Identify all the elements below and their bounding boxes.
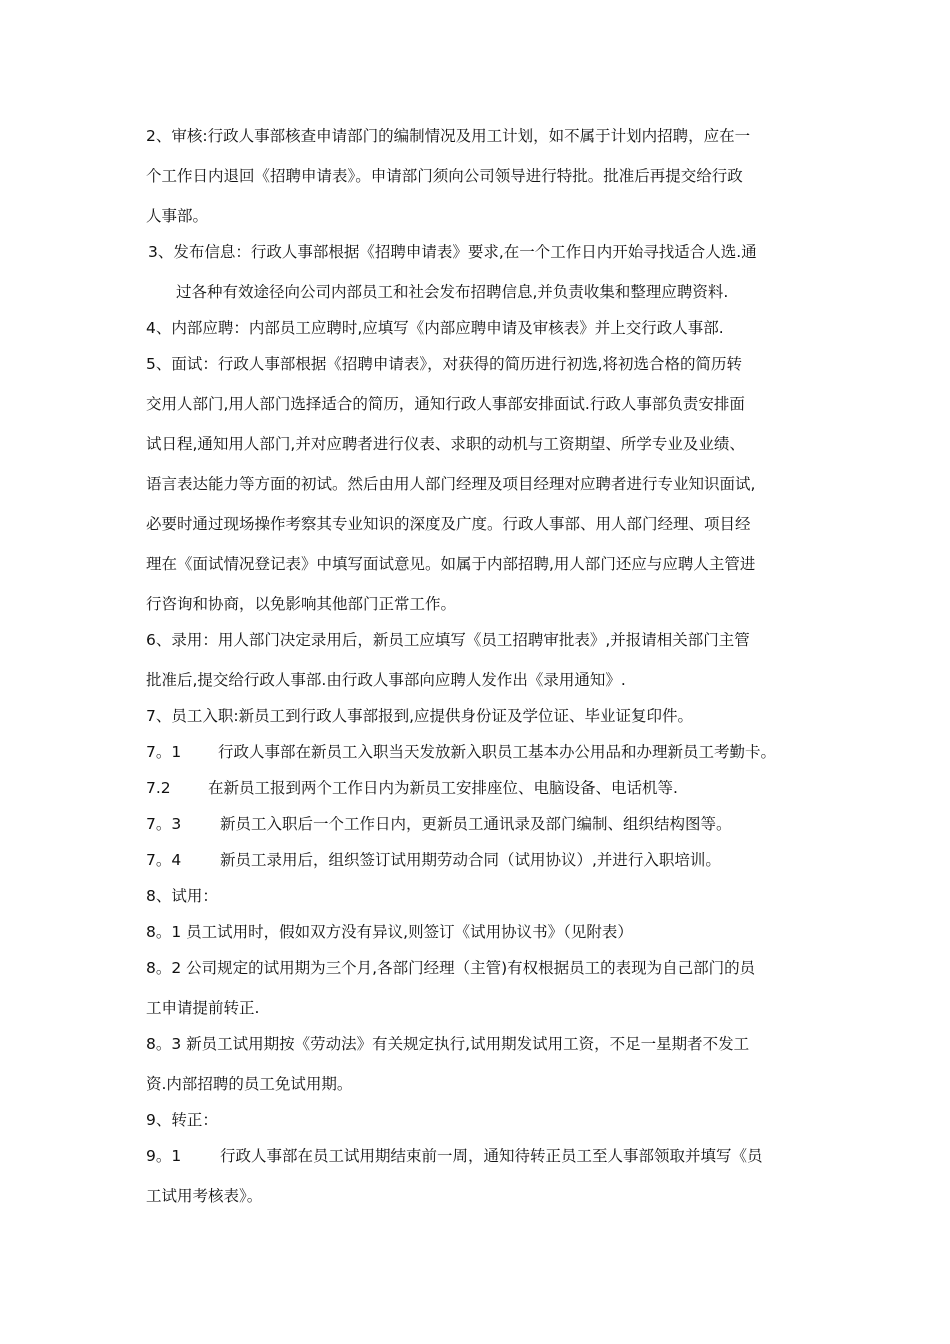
paragraph-line: 3、发布信息：行政人事部根据《招聘申请表》要求,在一个工作日内开始寻找适合人选.通	[148, 243, 757, 261]
item-text: 在新员工报到两个工作日内为新员工安排座位、电脑设备、电话机等.	[208, 779, 678, 797]
paragraph-line: 工试用考核表》。	[146, 1187, 263, 1205]
paragraph-line: 过各种有效途径向公司内部员工和社会发布招聘信息,并负责收集和整理应聘资料.	[176, 283, 729, 301]
item-text: 新员工录用后，组织签订试用期劳动合同（试用协议）,并进行入职培训。	[220, 851, 721, 869]
paragraph-line: 5、面试：行政人事部根据《招聘申请表》，对获得的简历进行初选,将初选合格的简历转	[146, 355, 743, 373]
numbered-item	[146, 814, 732, 834]
paragraph-line: 7、员工入职:新员工到行政人事部报到,应提供身份证及学位证、毕业证复印件。	[146, 707, 694, 725]
paragraph-line: 个工作日内退回《招聘申请表》。申请部门须向公司领导进行特批。批准后再提交给行政	[146, 167, 743, 185]
paragraph-line: 4、内部应聘：内部员工应聘时,应填写《内部应聘申请及审核表》并上交行政人事部.	[146, 319, 724, 337]
item-number: 9。1	[146, 1147, 182, 1165]
item-number: 7。1	[146, 743, 182, 761]
paragraph-line: 必要时通过现场操作考察其专业知识的深度及广度。行政人事部、用人部门经理、项目经	[146, 515, 751, 533]
item-number: 7.2	[146, 779, 171, 797]
numbered-item	[146, 1146, 763, 1166]
paragraph-line: 工申请提前转正.	[146, 999, 260, 1017]
paragraph-line: 试日程,通知用人部门,并对应聘者进行仪表、求职的动机与工资期望、所学专业及业绩、	[146, 435, 745, 453]
paragraph-line: 交用人部门,用人部门选择适合的简历，通知行政人事部安排面试.行政人事部负责安排面	[146, 395, 745, 413]
item-text: 行政人事部在员工试用期结束前一周，通知待转正员工至人事部领取并填写《员	[220, 1147, 763, 1165]
paragraph-line: 8、试用：	[146, 887, 218, 905]
paragraph-line: 2、审核:行政人事部核查申请部门的编制情况及用工计划，如不属于计划内招聘，应在一	[146, 127, 751, 145]
numbered-item	[146, 850, 721, 870]
paragraph-line: 6、录用：用人部门决定录用后，新员工应填写《员工招聘审批表》,并报请相关部门主管	[146, 631, 750, 649]
item-text: 行政人事部在新员工入职当天发放新入职员工基本办公用品和办理新员工考勤卡。	[218, 743, 777, 761]
paragraph-line: 行咨询和协商，以免影响其他部门正常工作。	[146, 595, 457, 613]
paragraph-line: 8。3 新员工试用期按《劳动法》有关规定执行,试用期发试用工资，不足一星期者不发工	[146, 1035, 750, 1053]
numbered-item	[146, 778, 678, 798]
paragraph-line: 8。2 公司规定的试用期为三个月,各部门经理（主管)有权根据员工的表现为自己部门的员	[146, 959, 756, 977]
item-number: 7。3	[146, 815, 182, 833]
paragraph-line: 人事部。	[146, 207, 209, 225]
paragraph-line: 批准后,提交给行政人事部.由行政人事部向应聘人发作出《录用通知》.	[146, 671, 626, 689]
paragraph-line: 语言表达能力等方面的初试。然后由用人部门经理及项目经理对应聘者进行专业知识面试,	[146, 475, 756, 493]
numbered-item	[146, 742, 776, 762]
item-text: 新员工入职后一个工作日内，更新员工通讯录及部门编制、组织结构图等。	[220, 815, 732, 833]
paragraph-line: 理在《面试情况登记表》中填写面试意见。如属于内部招聘,用人部门还应与应聘人主管进	[146, 555, 756, 573]
paragraph-line: 9、转正：	[146, 1111, 218, 1129]
item-number: 7。4	[146, 851, 182, 869]
paragraph-line: 资.内部招聘的员工免试用期。	[146, 1075, 353, 1093]
paragraph-line: 8。1 员工试用时，假如双方没有异议,则签订《试用协议书》（见附表）	[146, 923, 633, 941]
